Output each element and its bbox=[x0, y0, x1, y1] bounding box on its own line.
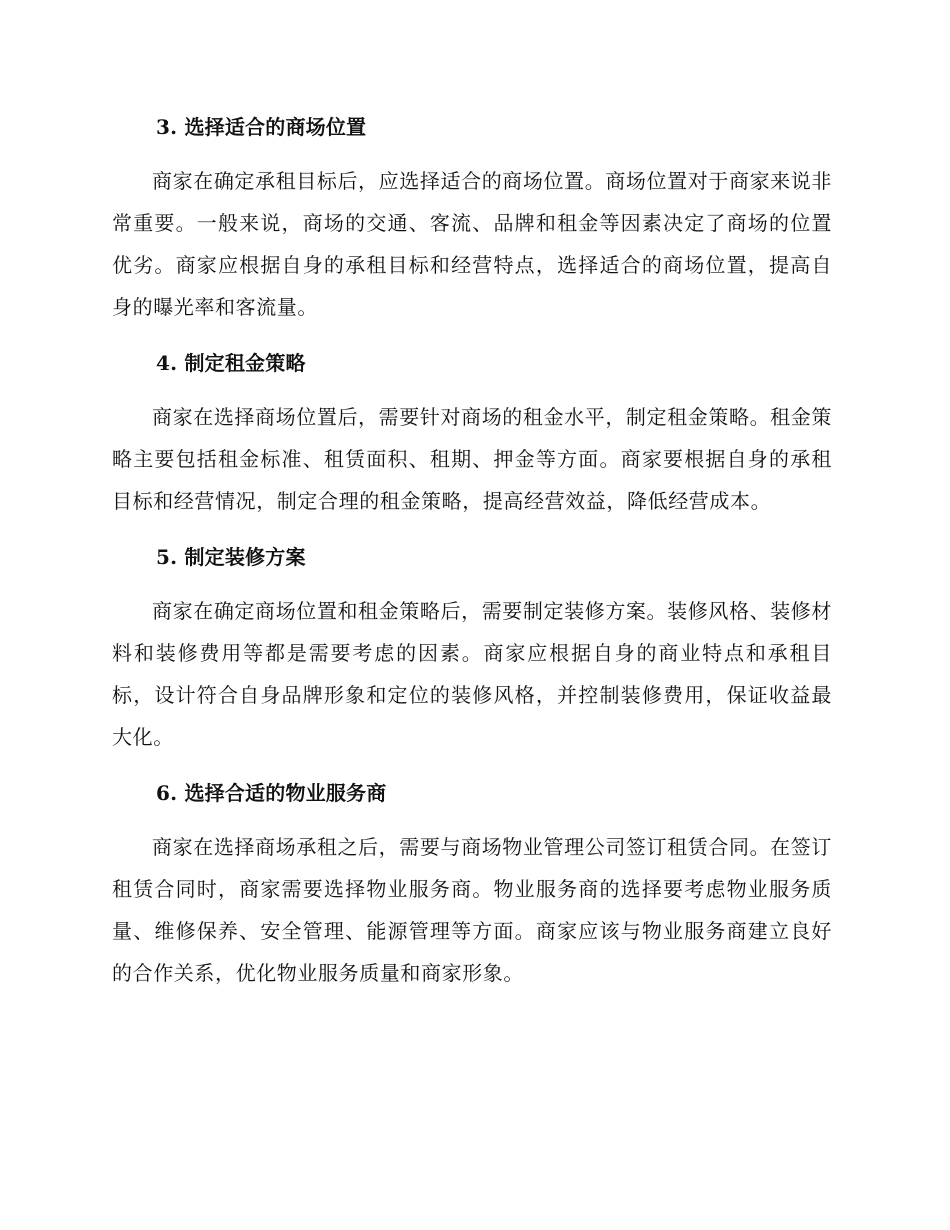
section-paragraph: 商家在选择商场位置后，需要针对商场的租金水平，制定租金策略。租金策略主要包括租金标准、租赁面积、租期、押金等方面。商家要根据自身的承租目标和经营情况，制定合理的租金策略，提高经营效益，降低经营成本。 bbox=[112, 405, 832, 513]
section-6 bbox=[112, 774, 832, 994]
document-body bbox=[112, 108, 832, 1010]
section-heading: 5. 制定装修方案 bbox=[156, 545, 306, 569]
section-heading: 6. 选择合适的物业服务商 bbox=[156, 781, 387, 805]
section-paragraph: 商家在确定承租目标后，应选择适合的商场位置。商场位置对于商家来说非常重要。一般来说，商场的交通、客流、品牌和租金等因素决定了商场的位置优劣。商家应根据自身的承租目标和经营特点，选择适合的商场位置，提高自身的曝光率和客流量。 bbox=[112, 169, 832, 319]
section-paragraph: 商家在选择商场承租之后，需要与商场物业管理公司签订租赁合同。在签订租赁合同时，商家需要选择物业服务商。物业服务商的选择要考虑物业服务质量、维修保养、安全管理、能源管理等方面。商家应该与物业服务商建立良好的合作关系，优化物业服务质量和商家形象。 bbox=[112, 835, 832, 985]
section-3 bbox=[112, 108, 832, 328]
section-heading: 3. 选择适合的商场位置 bbox=[156, 115, 367, 139]
section-paragraph: 商家在确定商场位置和租金策略后，需要制定装修方案。装修风格、装修材料和装修费用等都是需要考虑的因素。商家应根据自身的商业特点和承租目标，设计符合自身品牌形象和定位的装修风格，并控制装修费用，保证收益最大化。 bbox=[112, 599, 832, 749]
section-heading: 4. 制定租金策略 bbox=[156, 351, 306, 375]
section-5 bbox=[112, 538, 832, 758]
section-4 bbox=[112, 344, 832, 522]
